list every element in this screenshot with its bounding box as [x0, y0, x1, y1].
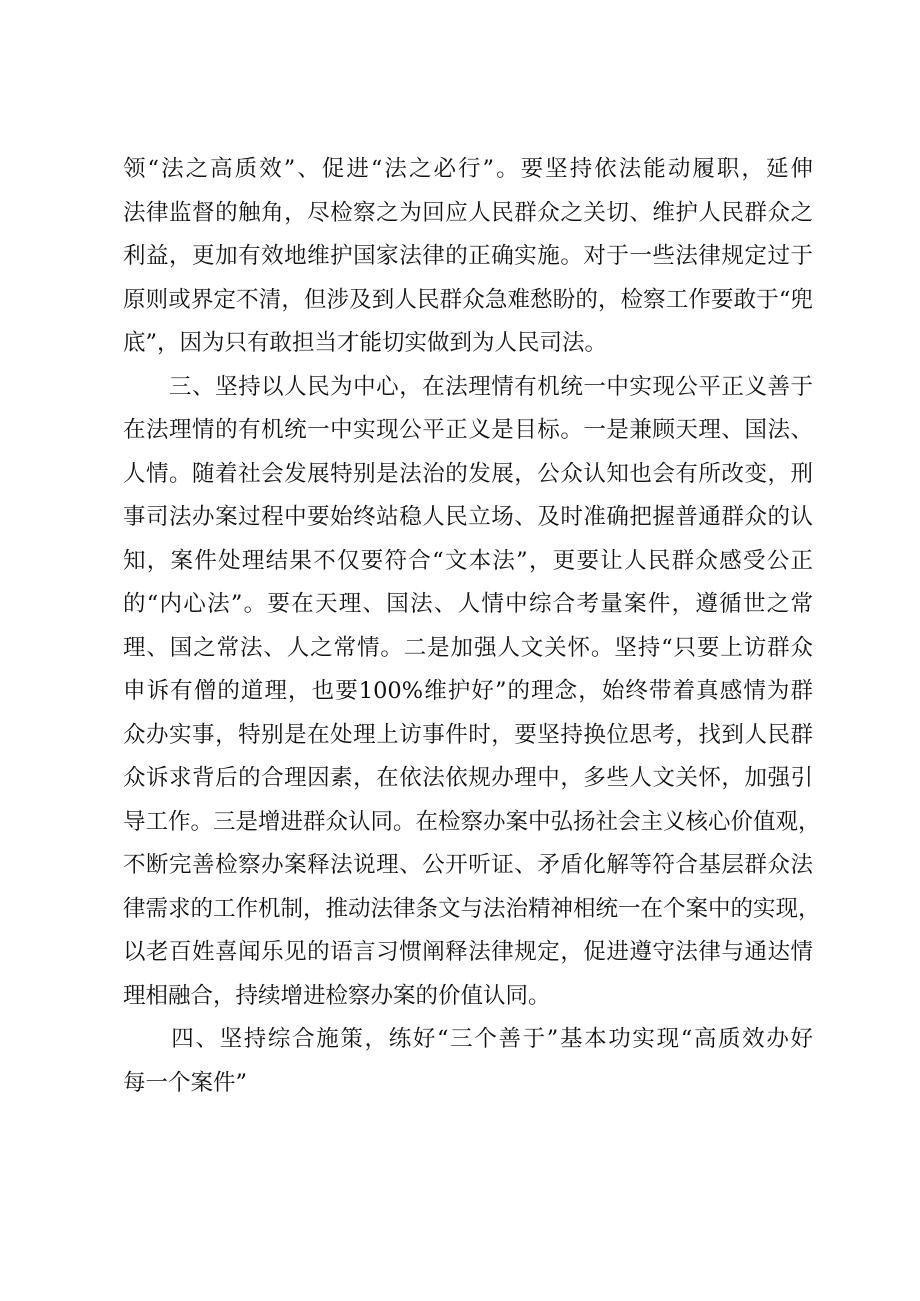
text-line: 的“内心法”。要在天理、国法、人情中综合考量案件，遵循世之常 — [123, 591, 813, 617]
text-line: 事司法办案过程中要始终站稳人民立场、及时准确把握普通群众的认 — [123, 504, 813, 530]
section-heading-line: 四、坚持综合施策，练好“三个善于”基本功实现“高质效办好 — [123, 1026, 813, 1052]
text-line: 人情。随着社会发展特别是法治的发展，公众认知也会有所改变，刑 — [123, 460, 813, 487]
text-line: 法律监督的触角，尽检察之为回应人民群众之关切、维护人民群众之 — [123, 199, 813, 226]
text-line: 不断完善检察办案释法说理、公开听证、矛盾化解等符合基层群众法 — [123, 852, 813, 878]
text-line: 导工作。三是增进群众认同。在检察办案中弘扬社会主义核心价值观， — [123, 808, 821, 835]
paragraph — [123, 366, 821, 1019]
text-line: 众办实事，特别是在处理上访事件时，要坚持换位思考，找到人民群 — [123, 721, 813, 748]
paragraph — [123, 148, 813, 366]
text-line: 领“法之高质效”、促进“法之必行”。要坚持依法能动履职，延伸 — [123, 156, 813, 182]
text-line: 律需求的工作机制，推动法律条文与法治精神相统一在个案中的实现， — [123, 895, 821, 922]
text-line: 众诉求背后的合理因素，在依法依规办理中，多些人文关怀，加强引 — [123, 765, 813, 791]
text-line: 原则或界定不清，但涉及到人民群众急难愁盼的，检察工作要敢于“兜 — [123, 286, 813, 313]
text-line: 底”，因为只有敢担当才能切实做到为人民司法。 — [123, 330, 608, 356]
text-line: 以老百姓喜闻乐见的语言习惯阐释法律规定，促进遵守法律与通达情 — [123, 939, 813, 965]
text-line: 理相融合，持续增进检察办案的价值认同。 — [123, 982, 551, 1009]
text-line: 申诉有僧的道理，也要100%维护好”的理念，始终带着真感情为群 — [123, 678, 813, 704]
section-heading-line: 三、坚持以人民为中心，在法理情有机统一中实现公平正义善于 — [123, 373, 813, 400]
text-line: 在法理情的有机统一中实现公平正义是目标。一是兼顾天理、国法、 — [123, 417, 813, 443]
document-body — [123, 148, 821, 1105]
section-heading-line: 每一个案件” — [123, 1069, 248, 1096]
text-line: 知，案件处理结果不仅要符合“文本法”，更要让人民群众感受公正 — [123, 547, 813, 574]
text-line: 理、国之常法、人之常情。二是加强人文关怀。坚持“只要上访群众 — [123, 634, 813, 661]
paragraph — [123, 1018, 813, 1105]
text-line: 利益，更加有效地维护国家法律的正确实施。对于一些法律规定过于 — [123, 243, 813, 269]
